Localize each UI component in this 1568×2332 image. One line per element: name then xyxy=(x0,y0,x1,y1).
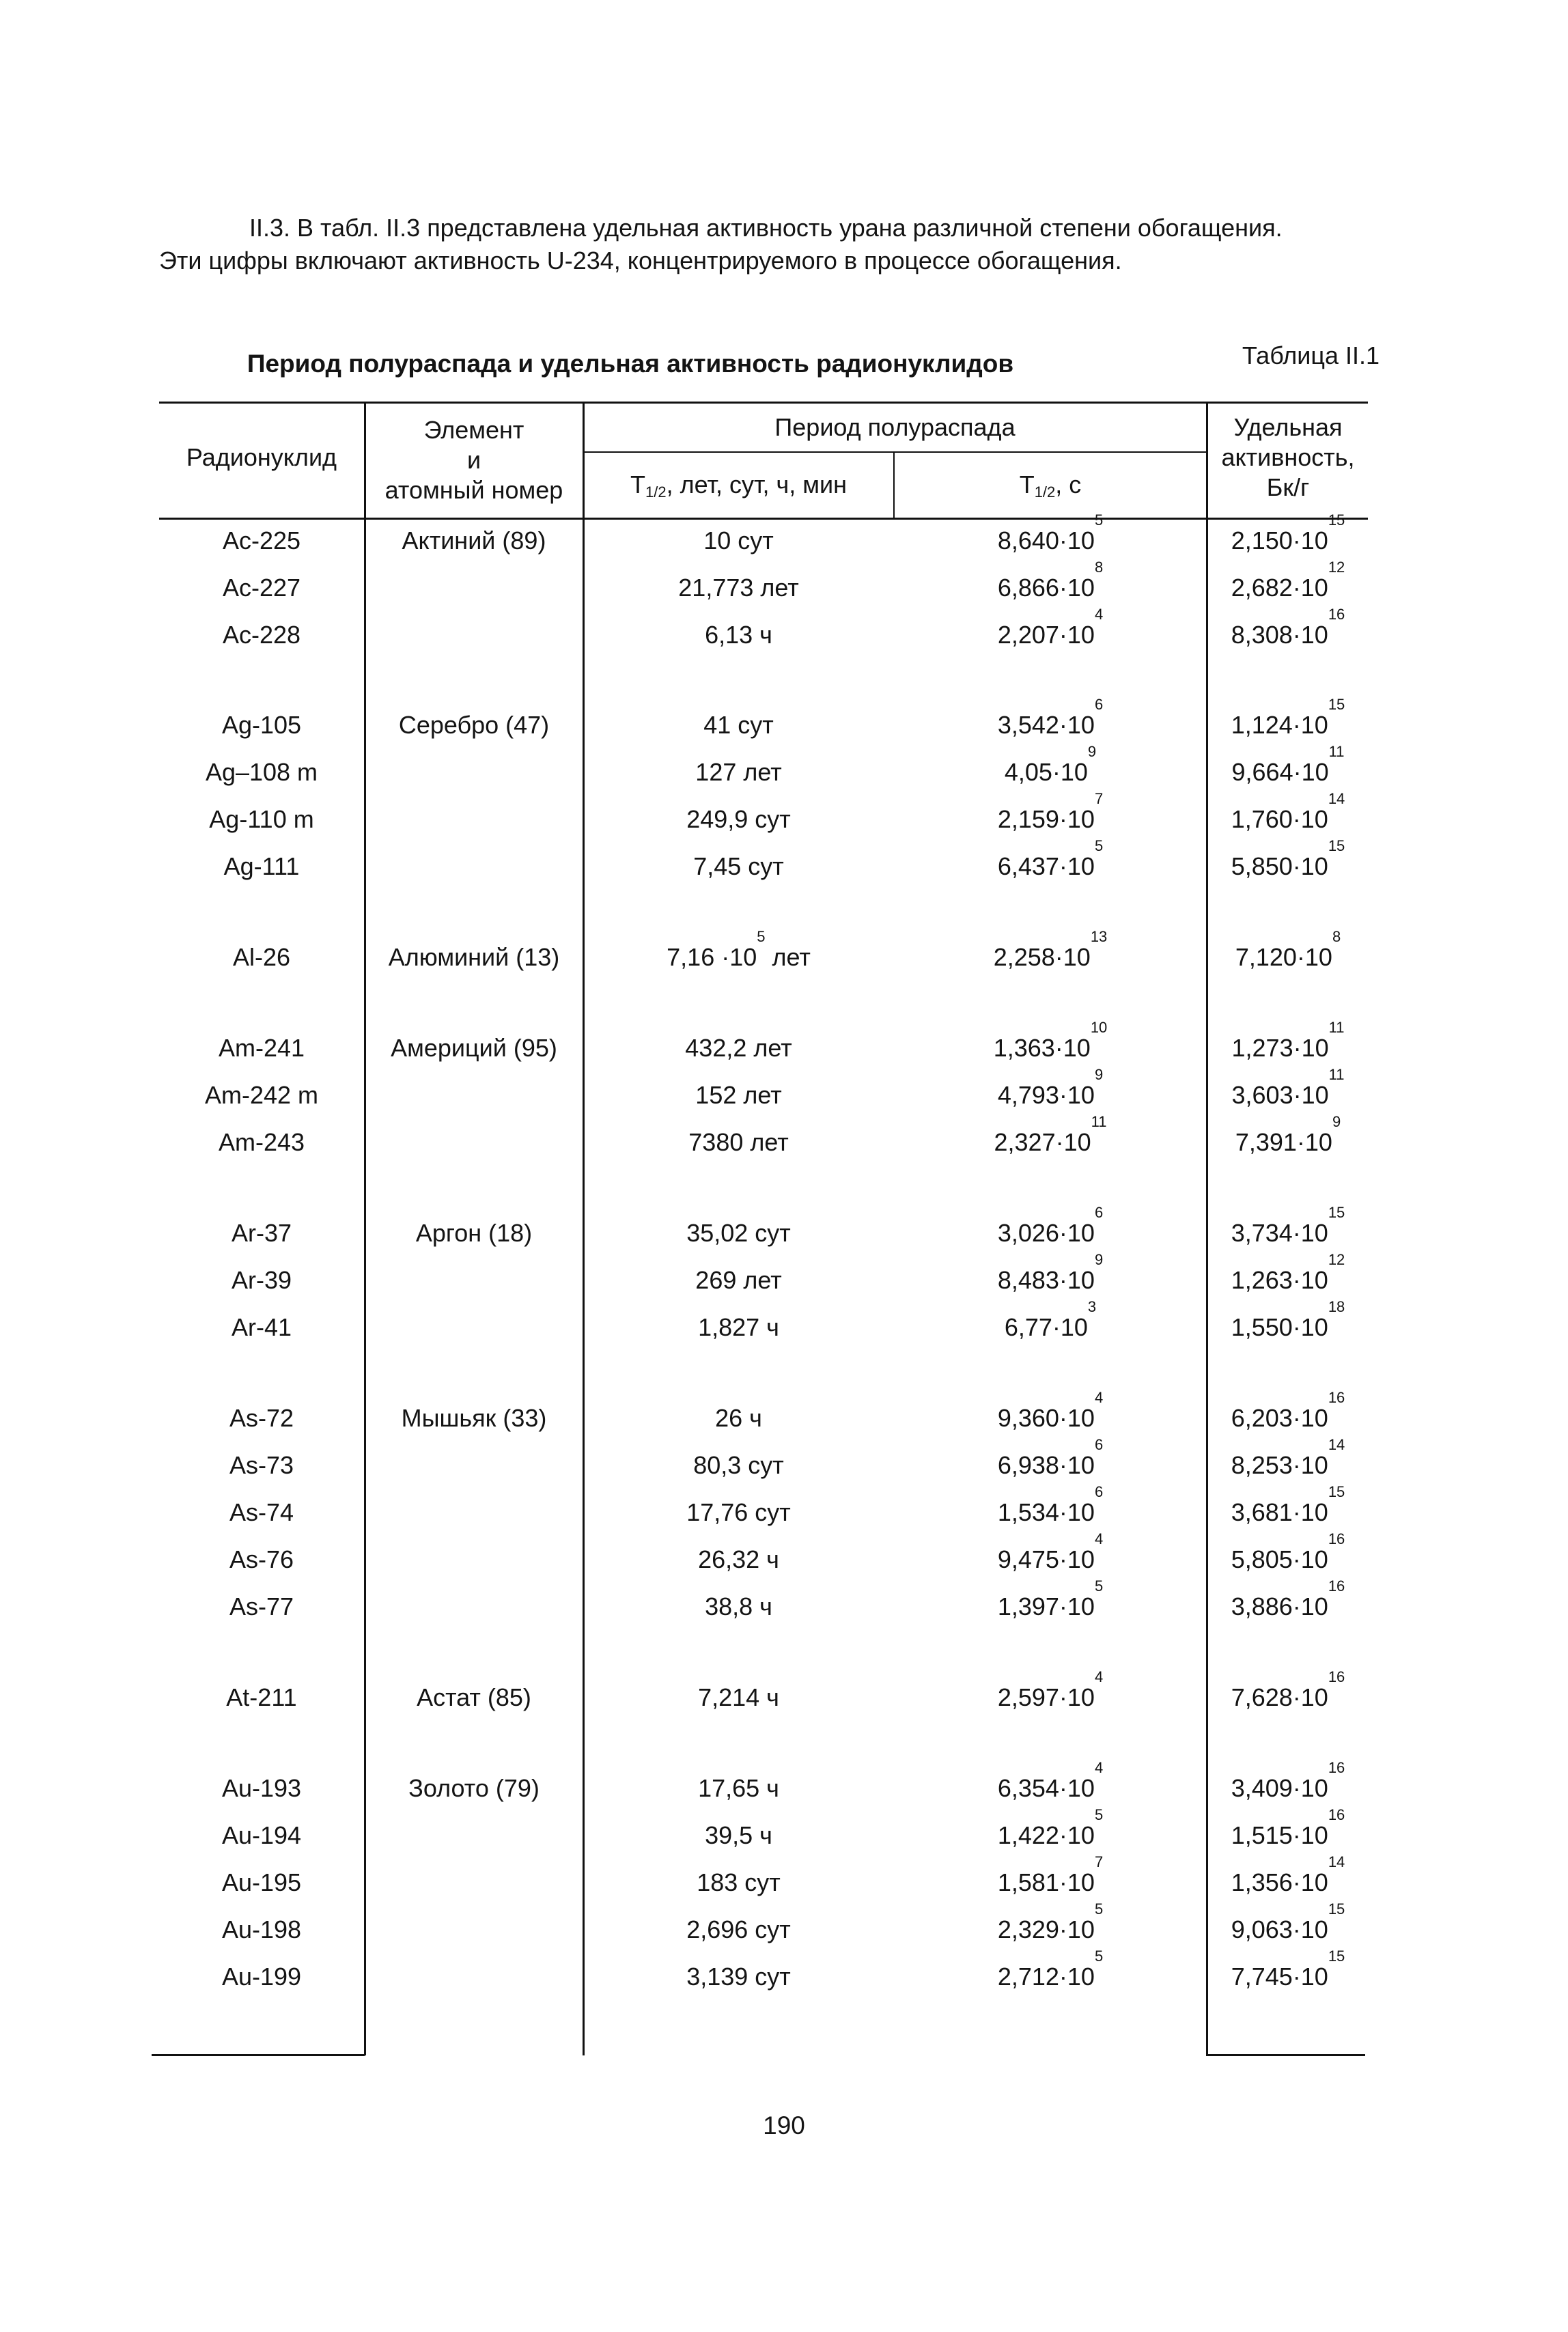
cell-half-life: 1,827 ч xyxy=(698,1313,779,1341)
mantissa: 1,273 xyxy=(1231,1034,1293,1062)
times-ten: ·10 xyxy=(1059,1592,1095,1620)
mantissa: 1,363 xyxy=(993,1034,1055,1062)
exponent: 5 xyxy=(1094,511,1104,529)
unit: лет xyxy=(765,943,811,971)
times-ten: ·10 xyxy=(1292,526,1328,554)
mantissa: 7,120 xyxy=(1235,943,1297,971)
mantissa: 6,203 xyxy=(1231,1404,1293,1432)
header-period-label: Период полураспада xyxy=(774,413,1016,441)
times-ten: ·10 xyxy=(1059,1963,1095,1991)
cell-radionuclide: Au-199 xyxy=(221,1963,302,1991)
cell-half-life xyxy=(584,928,893,972)
intro-line-2: Эти цифры включают активность U-234, концентрируемого в процессе обогащения. xyxy=(159,247,1122,275)
exponent: 5 xyxy=(757,928,766,945)
table-top-rule xyxy=(159,402,1368,404)
exponent: 4 xyxy=(1094,606,1104,623)
times-ten: ·10 xyxy=(1292,1313,1328,1341)
cell-half-life-seconds xyxy=(895,511,1206,556)
times-ten: ·10 xyxy=(1059,526,1095,554)
cell-radionuclide: As-74 xyxy=(229,1498,294,1526)
mantissa: 1,515 xyxy=(1231,1821,1293,1849)
mantissa: 2,207 xyxy=(997,621,1059,649)
cell-specific-activity xyxy=(1208,1759,1368,1803)
exponent: 16 xyxy=(1328,1668,1345,1685)
cell-half-life-seconds xyxy=(895,1251,1206,1295)
cell-radionuclide: Ag-111 xyxy=(223,852,300,880)
header-radionuclide-label: Радионуклид xyxy=(186,443,337,471)
exponent: 6 xyxy=(1094,1204,1104,1221)
mantissa: 3,026 xyxy=(997,1219,1059,1247)
cell-radionuclide: Ar-37 xyxy=(231,1219,292,1247)
cell-half-life: 7,214 ч xyxy=(698,1683,779,1711)
cell-element: Аргон (18) xyxy=(415,1219,533,1247)
cell-half-life: 127 лет xyxy=(695,758,782,786)
mantissa: 7,391 xyxy=(1235,1128,1297,1156)
exponent: 4 xyxy=(1094,1530,1104,1547)
mantissa: 8,640 xyxy=(997,526,1059,554)
times-ten: ·10 xyxy=(1296,943,1332,971)
times-ten: ·10 xyxy=(1292,1219,1328,1247)
table-bottom-rule-right xyxy=(1206,2054,1365,2056)
cell-half-life-seconds xyxy=(895,696,1206,740)
cell-radionuclide: As-72 xyxy=(229,1404,294,1432)
exponent: 14 xyxy=(1328,1853,1345,1870)
mantissa: 6,354 xyxy=(997,1774,1059,1802)
mantissa: 8,253 xyxy=(1231,1451,1293,1479)
times-ten: ·10 xyxy=(1059,1545,1095,1573)
cell-element: Мышьяк (33) xyxy=(401,1404,547,1432)
times-ten: ·10 xyxy=(1292,621,1328,649)
cell-half-life-seconds xyxy=(895,1066,1206,1110)
mantissa: 3,886 xyxy=(1231,1592,1293,1620)
cell-element: Серебро (47) xyxy=(398,711,550,739)
cell-half-life-seconds xyxy=(895,837,1206,882)
exponent: 4 xyxy=(1094,1759,1104,1776)
exponent: 15 xyxy=(1328,1204,1345,1221)
cell-half-life-seconds xyxy=(895,1806,1206,1851)
times-ten: ·10 xyxy=(1059,1498,1095,1526)
mantissa: 2,159 xyxy=(997,805,1059,833)
exponent: 4 xyxy=(1094,1389,1104,1406)
exponent: 5 xyxy=(1094,837,1104,854)
header-t-half-seconds xyxy=(895,470,1206,500)
cell-radionuclide: Ag–108 m xyxy=(205,758,318,786)
exponent: 12 xyxy=(1328,1251,1345,1268)
times-ten: ·10 xyxy=(1059,711,1095,739)
cell-half-life: 6,13 ч xyxy=(705,621,772,649)
exponent: 14 xyxy=(1328,790,1345,807)
cell-radionuclide: Au-198 xyxy=(221,1915,302,1943)
cell-half-life-seconds xyxy=(895,1389,1206,1433)
t-half-seconds-text: , с xyxy=(1055,470,1082,498)
mantissa: 9,664 xyxy=(1231,758,1293,786)
exponent: 14 xyxy=(1328,1436,1345,1453)
exponent: 11 xyxy=(1328,1066,1345,1083)
cell-element: Актиний (89) xyxy=(402,526,546,554)
mantissa: 7,628 xyxy=(1231,1683,1293,1711)
times-ten: ·10 xyxy=(1292,1774,1328,1802)
mantissa: 7,745 xyxy=(1231,1963,1293,1991)
times-ten: ·10 xyxy=(1292,1404,1328,1432)
cell-half-life-seconds xyxy=(895,1853,1206,1898)
cell-half-life-seconds xyxy=(895,1436,1206,1480)
cell-specific-activity xyxy=(1208,1066,1368,1110)
cell-half-life: 26 ч xyxy=(715,1404,762,1432)
cell-element: Америций (95) xyxy=(391,1034,557,1062)
mantissa: 9,360 xyxy=(997,1404,1059,1432)
cell-specific-activity xyxy=(1208,1483,1368,1528)
mantissa: 3,409 xyxy=(1231,1774,1293,1802)
mantissa: 4,793 xyxy=(997,1081,1059,1109)
times-ten: ·10 xyxy=(1052,758,1088,786)
times-ten: ·10 xyxy=(1293,758,1329,786)
t-half-sub: 1/2 xyxy=(645,483,667,501)
exponent: 16 xyxy=(1328,1759,1345,1776)
mantissa: 1,356 xyxy=(1231,1868,1293,1896)
cell-half-life-seconds xyxy=(895,1204,1206,1248)
cell-half-life-seconds xyxy=(895,790,1206,834)
cell-specific-activity xyxy=(1208,1668,1368,1713)
times-ten: ·10 xyxy=(1054,1034,1091,1062)
cell-element: Золото (79) xyxy=(408,1774,540,1802)
mantissa: 2,327 xyxy=(994,1128,1056,1156)
times-ten: ·10 xyxy=(1059,1081,1095,1109)
exponent: 15 xyxy=(1328,1948,1345,1965)
mantissa: 8,308 xyxy=(1231,621,1293,649)
cell-specific-activity xyxy=(1208,743,1368,787)
cell-radionuclide: At-211 xyxy=(226,1683,297,1711)
cell-radionuclide: Ac-227 xyxy=(222,574,301,602)
intro-line-1: II.3. В табл. II.3 представлена удельная активность урана различной степени обогащения. xyxy=(249,214,1283,242)
exponent: 12 xyxy=(1328,559,1345,576)
times-ten: ·10 xyxy=(1059,852,1095,880)
cell-specific-activity xyxy=(1208,1251,1368,1295)
exponent: 5 xyxy=(1094,1900,1104,1917)
exponent: 7 xyxy=(1094,1853,1104,1870)
cell-specific-activity xyxy=(1208,1436,1368,1480)
mantissa: 1,581 xyxy=(997,1868,1059,1896)
times-ten: ·10 xyxy=(1293,1081,1329,1109)
header-element xyxy=(365,415,583,505)
table-title-text: Период полураспада и удельная активность радионуклидов xyxy=(247,350,1014,378)
cell-radionuclide: Am-243 xyxy=(218,1128,305,1156)
exponent: 3 xyxy=(1087,1298,1097,1315)
table-number: Таблица II.1 xyxy=(1242,341,1380,369)
exponent: 10 xyxy=(1090,1019,1108,1036)
exponent: 8 xyxy=(1094,559,1104,576)
exponent: 18 xyxy=(1328,1298,1345,1315)
cell-half-life-seconds xyxy=(895,1759,1206,1803)
cell-half-life: 10 сут xyxy=(703,526,774,554)
exponent: 15 xyxy=(1328,1900,1345,1917)
header-element-line-1: Элемент xyxy=(423,416,524,444)
cell-specific-activity xyxy=(1208,606,1368,650)
cell-specific-activity xyxy=(1208,1948,1368,1992)
header-t-half-units xyxy=(584,470,893,500)
times-ten: ·10 xyxy=(1292,852,1328,880)
cell-half-life: 41 сут xyxy=(703,711,774,739)
exponent: 6 xyxy=(1094,1483,1104,1500)
table-header-rule xyxy=(159,518,1368,520)
times-ten: ·10 xyxy=(1293,1034,1329,1062)
exponent: 16 xyxy=(1328,1577,1345,1595)
cell-specific-activity xyxy=(1208,696,1368,740)
exponent: 15 xyxy=(1328,837,1345,854)
cell-radionuclide: As-73 xyxy=(229,1451,294,1479)
cell-half-life-seconds xyxy=(895,1298,1206,1343)
times-ten: ·10 xyxy=(1059,805,1095,833)
cell-radionuclide: Ac-225 xyxy=(222,526,301,554)
times-ten: ·10 xyxy=(1292,1963,1328,1991)
cell-half-life-seconds xyxy=(895,1019,1206,1063)
cell-half-life: 183 сут xyxy=(697,1868,781,1896)
times-ten: ·10 xyxy=(1292,1498,1328,1526)
exponent: 5 xyxy=(1094,1577,1104,1595)
table-bottom-rule-left xyxy=(152,2054,365,2056)
header-element-line-3: атомный номер xyxy=(384,476,563,504)
mantissa: 2,682 xyxy=(1231,574,1293,602)
cell-half-life: 152 лет xyxy=(695,1081,782,1109)
exponent: 16 xyxy=(1328,606,1345,623)
times-ten: ·10 xyxy=(1292,711,1328,739)
header-period xyxy=(584,412,1206,442)
cell-half-life-seconds xyxy=(895,559,1206,603)
exponent: 16 xyxy=(1328,1530,1345,1547)
mantissa: 9,063 xyxy=(1231,1915,1293,1943)
header-activity-line-3: Бк/г xyxy=(1266,473,1310,501)
times-ten: ·10 xyxy=(1059,1915,1095,1943)
times-ten: ·10 xyxy=(1059,1219,1095,1247)
cell-specific-activity xyxy=(1208,928,1368,972)
cell-radionuclide: Al-26 xyxy=(232,943,291,971)
mantissa: 1,534 xyxy=(997,1498,1059,1526)
cell-half-life-seconds xyxy=(895,1668,1206,1713)
exponent: 15 xyxy=(1328,696,1345,713)
cell-specific-activity xyxy=(1208,559,1368,603)
times-ten: ·10 xyxy=(1292,1683,1328,1711)
mantissa: 5,850 xyxy=(1231,852,1293,880)
times-ten: ·10 xyxy=(1059,1404,1095,1432)
t-half-units-text: , лет, сут, ч, мин xyxy=(666,470,847,498)
cell-radionuclide: Am-241 xyxy=(218,1034,305,1062)
cell-specific-activity xyxy=(1208,837,1368,882)
mantissa: 1,550 xyxy=(1231,1313,1293,1341)
exponent: 9 xyxy=(1094,1066,1104,1083)
times-ten: ·10 xyxy=(1059,1868,1095,1896)
times-ten: ·10 xyxy=(1059,1821,1095,1849)
mantissa: 9,475 xyxy=(997,1545,1059,1573)
cell-specific-activity xyxy=(1208,1204,1368,1248)
cell-element: Алюминий (13) xyxy=(388,943,560,971)
cell-half-life: 26,32 ч xyxy=(698,1545,779,1573)
mantissa: 3,681 xyxy=(1231,1498,1293,1526)
cell-half-life-seconds xyxy=(895,1900,1206,1945)
exponent: 6 xyxy=(1094,696,1104,713)
cell-specific-activity xyxy=(1208,1853,1368,1898)
mantissa: 2,597 xyxy=(997,1683,1059,1711)
mantissa: 3,603 xyxy=(1231,1081,1293,1109)
exponent: 5 xyxy=(1094,1948,1104,1965)
mantissa: 3,734 xyxy=(1231,1219,1293,1247)
mantissa: 6,437 xyxy=(997,852,1059,880)
mantissa: 1,422 xyxy=(997,1821,1059,1849)
times-ten: ·10 xyxy=(1296,1128,1332,1156)
times-ten: ·10 xyxy=(1059,1266,1095,1294)
cell-radionuclide: As-77 xyxy=(229,1592,294,1620)
cell-specific-activity xyxy=(1208,1298,1368,1343)
cell-half-life: 432,2 лет xyxy=(685,1034,792,1062)
exponent: 15 xyxy=(1328,511,1345,529)
exponent: 5 xyxy=(1094,1806,1104,1823)
cell-half-life: 17,76 сут xyxy=(686,1498,791,1526)
exponent: 15 xyxy=(1328,1483,1345,1500)
cell-radionuclide: Au-193 xyxy=(221,1774,302,1802)
times-ten: ·10 xyxy=(1054,943,1091,971)
times-ten: ·10 xyxy=(1059,1683,1095,1711)
exponent: 4 xyxy=(1094,1668,1104,1685)
times-ten: ·10 xyxy=(1292,574,1328,602)
cell-specific-activity xyxy=(1208,1577,1368,1622)
cell-half-life: 17,65 ч xyxy=(698,1774,779,1802)
t-symbol: T xyxy=(630,470,646,498)
header-activity xyxy=(1208,412,1368,503)
cell-specific-activity xyxy=(1208,1113,1368,1157)
cell-half-life-seconds xyxy=(895,743,1206,787)
cell-radionuclide: Au-195 xyxy=(221,1868,302,1896)
mantissa: 5,805 xyxy=(1231,1545,1293,1573)
cell-half-life: 7380 лет xyxy=(688,1128,789,1156)
times-ten: ·10 xyxy=(1059,1451,1095,1479)
times-ten: ·10 xyxy=(1059,1774,1095,1802)
cell-half-life: 35,02 сут xyxy=(686,1219,791,1247)
t-half-sub: 1/2 xyxy=(1034,483,1056,501)
times-ten: ·10 xyxy=(1292,1915,1328,1943)
exponent: 13 xyxy=(1090,928,1108,945)
exponent: 8 xyxy=(1332,928,1341,945)
times-ten: ·10 xyxy=(1292,1451,1328,1479)
times-ten: ·10 xyxy=(1292,1821,1328,1849)
mantissa: 6,866 xyxy=(997,574,1059,602)
mantissa: 2,150 xyxy=(1231,526,1293,554)
exponent: 11 xyxy=(1091,1113,1107,1130)
cell-half-life: 21,773 лет xyxy=(678,574,799,602)
cell-element: Астат (85) xyxy=(417,1683,531,1711)
exponent: 16 xyxy=(1328,1806,1345,1823)
cell-half-life-seconds xyxy=(895,606,1206,650)
cell-specific-activity xyxy=(1208,1806,1368,1851)
mantissa: 2,329 xyxy=(997,1915,1059,1943)
times-ten: ·10 xyxy=(1292,1868,1328,1896)
cell-specific-activity xyxy=(1208,1900,1368,1945)
cell-half-life: 38,8 ч xyxy=(705,1592,772,1620)
cell-half-life-seconds xyxy=(895,1530,1206,1575)
times-ten: ·10 xyxy=(1292,805,1328,833)
cell-radionuclide: Ag-110 m xyxy=(209,805,314,833)
times-ten: ·10 xyxy=(1292,1266,1328,1294)
cell-half-life: 39,5 ч xyxy=(705,1821,772,1849)
mantissa: 2,712 xyxy=(997,1963,1059,1991)
exponent: 9 xyxy=(1332,1113,1341,1130)
mantissa: 7,16 ·10 xyxy=(667,943,757,971)
cell-half-life: 80,3 сут xyxy=(693,1451,784,1479)
exponent: 11 xyxy=(1328,743,1345,760)
mantissa: 1,760 xyxy=(1231,805,1293,833)
cell-half-life-seconds xyxy=(895,1113,1206,1157)
cell-radionuclide: Ar-39 xyxy=(231,1266,292,1294)
header-radionuclide xyxy=(159,442,364,473)
exponent: 16 xyxy=(1328,1389,1345,1406)
exponent: 6 xyxy=(1094,1436,1104,1453)
exponent: 11 xyxy=(1328,1019,1345,1036)
cell-radionuclide: Au-194 xyxy=(221,1821,302,1849)
mantissa: 4,05 xyxy=(1004,758,1052,786)
times-ten: ·10 xyxy=(1059,574,1095,602)
cell-radionuclide: Am-242 m xyxy=(204,1081,319,1109)
cell-specific-activity xyxy=(1208,511,1368,556)
cell-half-life-seconds xyxy=(895,1577,1206,1622)
exponent: 7 xyxy=(1094,790,1104,807)
mantissa: 1,397 xyxy=(997,1592,1059,1620)
mantissa: 8,483 xyxy=(997,1266,1059,1294)
times-ten: ·10 xyxy=(1059,621,1095,649)
cell-radionuclide: Ar-41 xyxy=(231,1313,292,1341)
mantissa: 6,77 xyxy=(1004,1313,1052,1341)
cell-radionuclide: As-76 xyxy=(229,1545,294,1573)
mantissa: 1,124 xyxy=(1231,711,1293,739)
mantissa: 3,542 xyxy=(997,711,1059,739)
cell-half-life: 3,139 сут xyxy=(686,1963,791,1991)
cell-half-life: 249,9 сут xyxy=(686,805,791,833)
cell-specific-activity xyxy=(1208,1389,1368,1433)
page-number: 190 xyxy=(763,2111,805,2139)
header-activity-line-2: активность, xyxy=(1221,443,1355,471)
times-ten: ·10 xyxy=(1055,1128,1091,1156)
cell-specific-activity xyxy=(1208,1019,1368,1063)
cell-half-life-seconds xyxy=(895,1948,1206,1992)
cell-half-life: 7,45 сут xyxy=(693,852,784,880)
header-element-line-2: и xyxy=(466,446,481,474)
cell-specific-activity xyxy=(1208,1530,1368,1575)
cell-radionuclide: Ag-105 xyxy=(221,711,302,739)
mantissa: 1,263 xyxy=(1231,1266,1293,1294)
cell-specific-activity xyxy=(1208,790,1368,834)
times-ten: ·10 xyxy=(1292,1592,1328,1620)
header-activity-line-1: Удельная xyxy=(1233,413,1343,441)
t-symbol: T xyxy=(1019,470,1035,498)
cell-half-life: 2,696 сут xyxy=(686,1915,791,1943)
mantissa: 6,938 xyxy=(997,1451,1059,1479)
times-ten: ·10 xyxy=(1052,1313,1088,1341)
cell-half-life: 269 лет xyxy=(695,1266,782,1294)
times-ten: ·10 xyxy=(1292,1545,1328,1573)
cell-radionuclide: Ac-228 xyxy=(222,621,301,649)
exponent: 9 xyxy=(1087,743,1097,760)
cell-half-life-seconds xyxy=(895,1483,1206,1528)
mantissa: 2,258 xyxy=(993,943,1055,971)
exponent: 9 xyxy=(1094,1251,1104,1268)
cell-half-life-seconds xyxy=(895,928,1206,972)
